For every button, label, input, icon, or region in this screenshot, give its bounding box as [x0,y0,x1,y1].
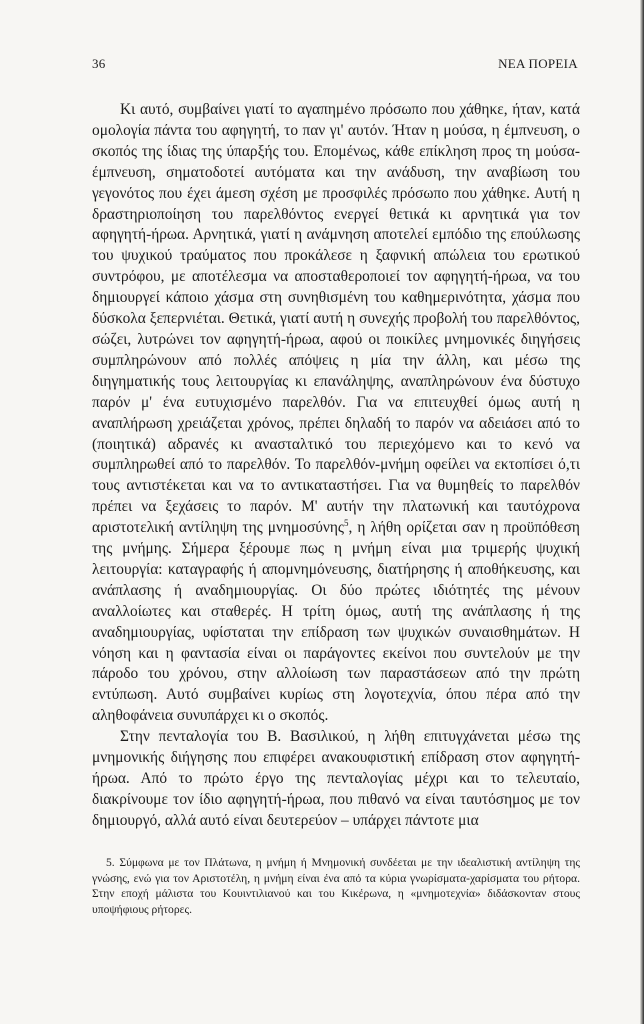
footnote-text: 5. Σύμφωνα με τον Πλάτωνα, η μνήμη ή Μνημονική συνδέεται με την ιδεαλιστική αντίληψη της γνώσης, ενώ για τον Αριστοτέλη, η μνήμη είναι ένα από τα κύρια γνωρίσματα-χαρίσματα του ρήτορα. Στην εποχή μάλιστα του Κουιντιλιανού και του Κικέρωνα, η «μνημοτεχνία» διδάσκονταν στους υποψήφιους ρήτορες. [92,856,580,917]
paragraph-text: Κι αυτό, συμβαίνει γιατί το αγαπημένο πρόσωπο που χάθηκε, ήταν, κατά ομολογία πάντα του αφηγητή, το παν γι' αυτόν. Ήταν η μούσα, η έμπνευση, ο σκοπός της ίδιας της ύπαρξής του. Επομένως, κάθε επίκληση προς τη μούσα-έμπνευση, σηματοδοτεί αυτόματα και την ανάδυση, την αναβίωση του γεγονότος που έχει άμεση σχέση με προσφιλές πρόσωπο που χάθηκε. Αυτή η δραστηριοποίηση του παρελθόντος ενεργεί θετικά κι αρνητικά για τον αφηγητή-ήρωα. Αρνητικά, γιατί η ανάμνηση αποτελεί εμπόδιο της επούλωσης του ψυχικού τραύματος που προκάλεσε η ξαφνική απώλεια του ερωτικού συντρόφου, με αποτέλεσμα να αποσταθεροποιεί τον αφηγητή-ήρωα, να του δημιουργεί κάποιο χάσμα στη συνηθισμένη του καθημερινότητα, χάσμα που δύσκολα ξεπερνιέται. Θετικά, γιατί αυτή η συνεχής προβολή του παρελθόντος, σώζει, λυτρώνει τον αφηγητή-ήρωα, αφού οι ποικίλες μνημονικές διηγήσεις συμπληρώνουν από πολλές απόψεις η μία την άλλη, και μέσω της διηγηματικής τους λειτουργίας κι επανάληψης, αναπληρώνουν ένα δύστυχο παρόν μ' ένα ευτυχισμένο παρελθόν. Για να επιτευχθεί όμως αυτή η αναπλήρωση χρειάζεται χρόνος, πρέπει δηλαδή το παρόν να αδειάσει από το (ποιητικά) αδρανές κι ανασταλτικό του περιεχόμενο και το κενό να συμπληρωθεί από το παρελθόν. Το παρελθόν-μνήμη οφείλει να εκτοπίσει ό,τι τους αντιστέκεται και να το αντικαταστήσει. Για να θυμηθείς το παρελθόν πρέπει να ξεχάσεις το παρόν. Μ' αυτήν την πλατωνική και ταυτόχρονα αριστοτελική αντίληψη της μνημοσύνης [92,101,580,537]
paragraph-text: , η λήθη ορίζεται σαν η προϋπόθεση της μνήμης. Σήμερα ξέρουμε πως η μνήμη είναι μια τριμερής ψυχική λειτουργία: καταγραφής ή απομνημόνευσης, διατήρησης ή αποθήκευσης, και ανάπλασης ή αναδημιουργίας. Οι δύο πρώτες ιδιότητές της μένουν αναλλοίωτες και σταθερές. Η τρίτη όμως, αυτή της ανάπλασης ή της αναδημιουργίας, υφίσταται την επίδραση των ψυχικών συναισθημάτων. Η νόηση και η φαντασία είναι οι παράγοντες εκείνοι που συντελούν με την πάροδο του χρόνου, στην αλλοίωση των παραστάσεων από την πρώτη εντύπωση. Αυτό συμβαίνει κυρίως στη λογοτεχνία, όπου πέρα από την αληθοφάνεια συνυπάρχει κι ο σκοπός. [92,519,580,725]
paragraph: Στην πενταλογία του Β. Βασιλικού, η λήθη επιτυγχάνεται μέσω της μνημονικής διήγησης που επιφέρει ανακουφιστική επίδραση στον αφηγητή-ήρωα. Από το πρώτο έργο της πενταλογίας μέχρι και το τελευταίο, διακρίνουμε τον ίδιο αφηγητή-ήρωα, που πιθανό να είναι ταυτόσημος με τον δημιουργό, αλλά αυτό είναι δευτερεύον – υπάρχει πάντοτε μια [92,728,580,829]
running-header [92,56,578,72]
running-title: ΝΕΑ ΠΟΡΕΙΑ [498,56,578,71]
main-text [92,100,580,832]
page-edge-shadow [640,0,644,1024]
footnote-reference: 5 [344,518,349,528]
paragraph [92,100,580,727]
footnote [92,855,580,918]
page-number: 36 [92,56,106,71]
